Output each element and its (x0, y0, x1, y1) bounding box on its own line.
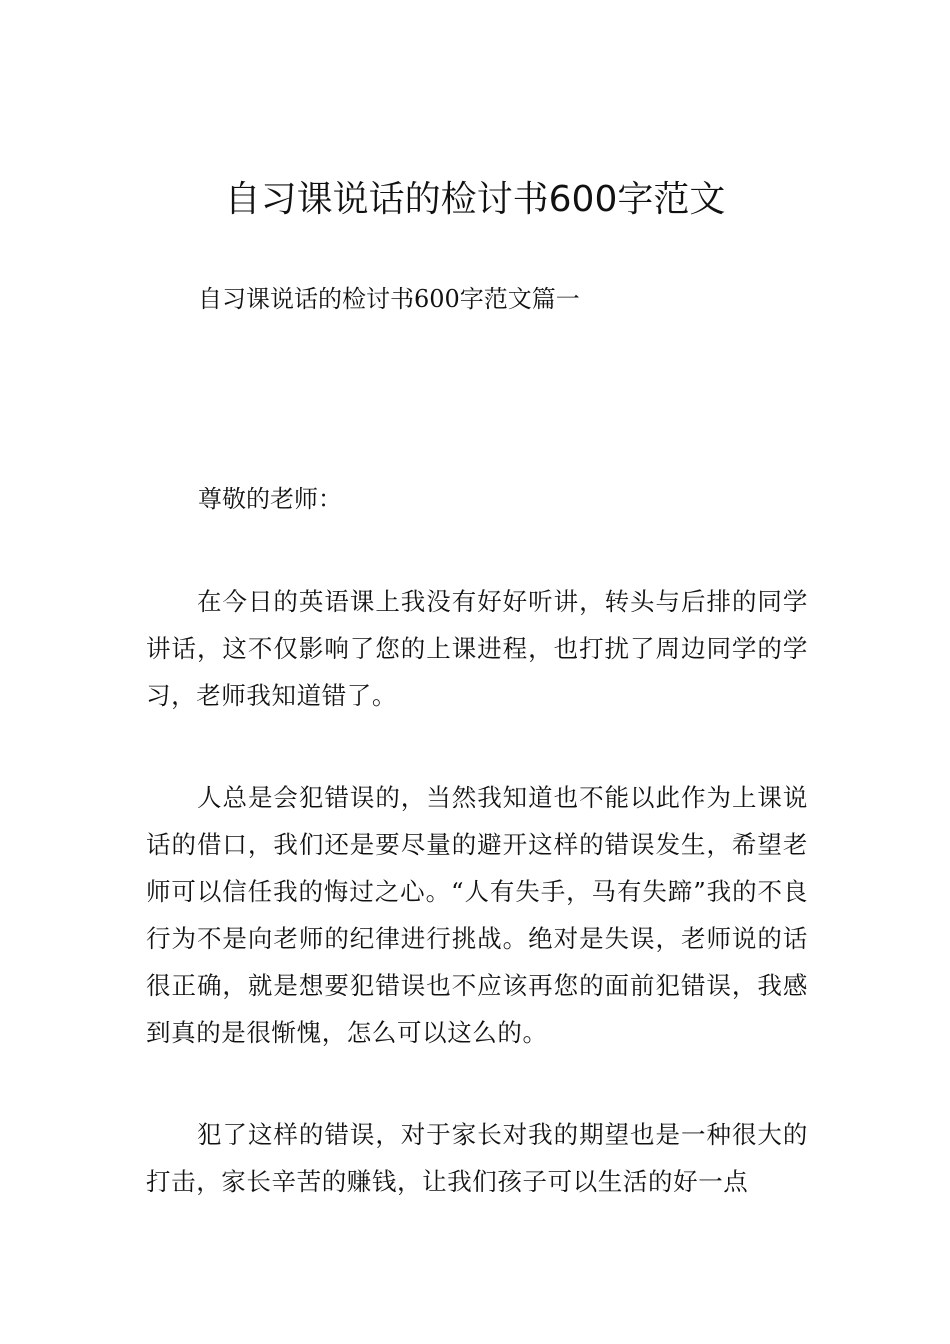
body-paragraph-1: 在今日的英语课上我没有好好听讲，转头与后排的同学讲话，这不仅影响了您的上课进程，也打扰了周边同学的学习，老师我知道错了。 (146, 587, 808, 710)
body-paragraph-3: 犯了这样的错误，对于家长对我的期望也是一种很大的打击，家长辛苦的赚钱，让我们孩子可以生活的好一点 (146, 1120, 808, 1196)
body-paragraph-2: 人总是会犯错误的，当然我知道也不能以此作为上课说话的借口，我们还是要尽量的避开这样的错误发生，希望老师可以信任我的悔过之心。“人有失手，马有失蹄”我的不良行为不是向老师的纪律进行挑战。绝对是失误，老师说的话很正确，就是想要犯错误也不应该再您的面前犯错误，我感到真的是很惭愧，怎么可以这么的。 (146, 783, 808, 1047)
document-subtitle: 自习课说话的检讨书600字范文篇一 (198, 285, 580, 313)
document-title: 自习课说话的检讨书600字范文 (224, 179, 726, 220)
salutation: 尊敬的老师： (198, 485, 342, 513)
